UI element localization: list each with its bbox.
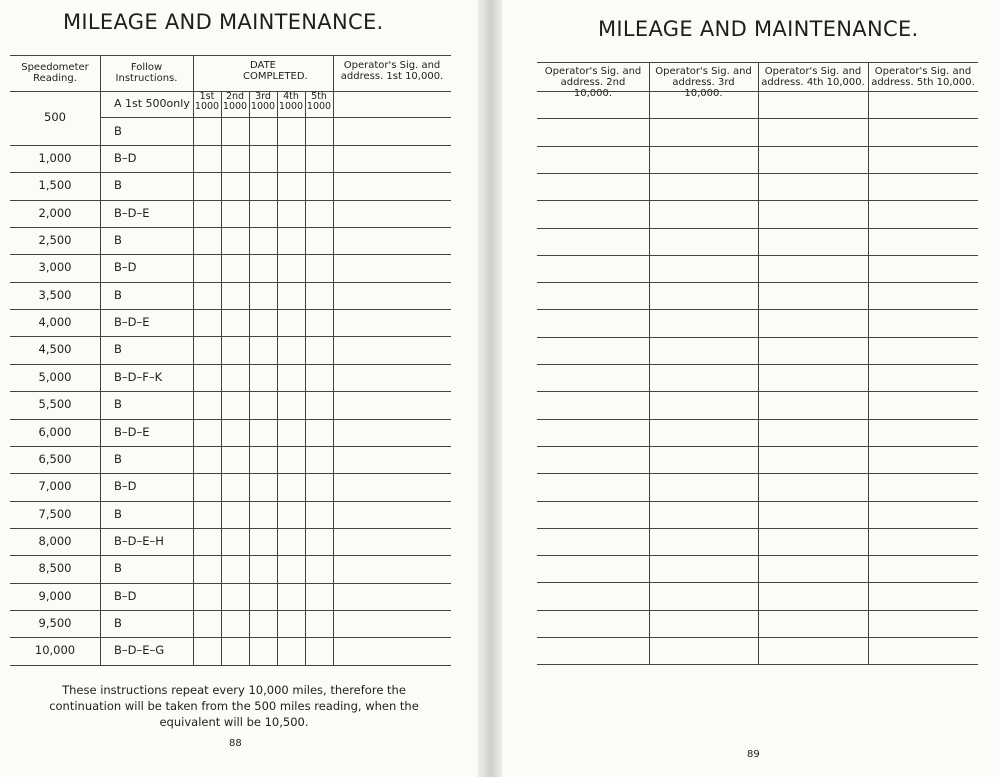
speedometer-reading: 10,000 [34, 643, 76, 658]
table-rule [10, 419, 451, 420]
table-rule [221, 91, 222, 665]
table-rule [10, 91, 451, 92]
page-title: MILEAGE AND MAINTENANCE. [63, 10, 384, 34]
table-rule [10, 309, 451, 310]
instruction-cell: B–D–E–G [114, 643, 165, 658]
instruction-cell: B [114, 615, 122, 630]
page-title: MILEAGE AND MAINTENANCE. [598, 17, 919, 41]
date-subheader: 1st 1000 [194, 91, 220, 112]
table-rule [10, 391, 451, 392]
instruction-cell: B–D–E [114, 315, 150, 330]
instruction-cell: B [114, 561, 122, 576]
table-rule [10, 145, 451, 146]
instruction-cell: B [114, 124, 122, 138]
instruction-cell: B–D–E [114, 424, 150, 439]
speedometer-reading: 1,000 [38, 151, 72, 165]
table-rule [10, 254, 451, 255]
footer-note: These instructions repeat every 10,000 miles, therefore the continuation will be taken from the 500 miles reading, when the equivalent will be 10,500. [49, 683, 419, 729]
instruction-cell: B [114, 506, 122, 521]
instruction-cell: B [114, 451, 122, 466]
speedometer-reading: 7,000 [38, 479, 72, 494]
left-page [0, 0, 478, 777]
table-rule [10, 583, 451, 584]
table-rule [649, 62, 650, 664]
speedometer-reading: 6,500 [38, 451, 72, 466]
table-rule [10, 172, 451, 173]
speedometer-reading: 8,000 [38, 533, 72, 548]
operator-header: Operator's Sig. and address. 1st 10,000. [340, 60, 444, 82]
instruction-cell: B [114, 397, 122, 412]
table-rule [333, 55, 334, 665]
operator-signature-header: Operator's Sig. and address. 4th 10,000. [761, 66, 865, 88]
table-rule [758, 62, 759, 664]
table-rule [10, 364, 451, 365]
date-subheader: 2nd 1000 [222, 91, 248, 112]
speedometer-reading: 3,500 [38, 287, 72, 302]
operator-signature-header: Operator's Sig. and address. 5th 10,000. [871, 66, 975, 88]
table-rule [10, 501, 451, 502]
instruction-cell: B–D [114, 260, 137, 275]
table-rule [537, 664, 978, 665]
table-rule [10, 227, 451, 228]
operator-signature-header: Operator's Sig. and address. 2nd 10,000. [544, 66, 642, 99]
instruction-cell: B [114, 233, 122, 248]
instruction-cell: B–D–E [114, 205, 150, 220]
speedometer-reading: 1,500 [38, 178, 72, 193]
table-rule [10, 282, 451, 283]
table-rule [193, 55, 194, 665]
table-rule [305, 91, 306, 665]
table-rule [10, 637, 451, 638]
table-rule [10, 200, 451, 201]
speedometer-reading: 2,000 [38, 205, 72, 220]
speedometer-reading: 6,000 [38, 424, 72, 439]
page-number: 88 [229, 738, 242, 749]
table-rule [10, 528, 451, 529]
speedometer-reading: 5,500 [38, 397, 72, 412]
instruction-cell: B–D–E–H [114, 533, 164, 548]
table-rule [10, 473, 451, 474]
instruction-cell: B [114, 178, 122, 193]
speedometer-reading: 9,000 [38, 588, 72, 603]
page-number: 89 [747, 749, 760, 760]
date-subheader: 3rd 1000 [250, 91, 276, 112]
speedometer-reading: 4,500 [38, 342, 72, 357]
operator-signature-header: Operator's Sig. and address. 3rd 10,000. [655, 66, 752, 99]
date-subheader: 5th 1000 [306, 91, 332, 112]
right-page [502, 0, 1000, 777]
table-rule [10, 610, 451, 611]
instruction-cell: B–D [114, 479, 137, 494]
instruction-cell: B–D [114, 588, 137, 603]
table-rule [100, 117, 451, 118]
table-rule [10, 446, 451, 447]
date-header: DATE COMPLETED. [243, 60, 308, 82]
table-rule [10, 336, 451, 337]
instruction-cell: B–D [114, 151, 137, 165]
instruction-cell: A 1st 500only [114, 97, 190, 110]
table-rule [277, 91, 278, 665]
speedometer-reading: 4,000 [38, 315, 72, 330]
table-rule [10, 555, 451, 556]
table-rule [249, 91, 250, 665]
instruction-cell: B [114, 287, 122, 302]
speedometer-reading: 7,500 [38, 506, 72, 521]
speedometer-header: Speedometer Reading. [21, 62, 89, 84]
instruction-cell: B–D–F–K [114, 369, 163, 384]
speedometer-reading: 9,500 [38, 615, 72, 630]
table-rule [868, 62, 869, 664]
speedometer-reading: 2,500 [38, 233, 72, 248]
speedometer-reading: 5,000 [38, 369, 72, 384]
table-rule [100, 55, 101, 665]
date-subheader: 4th 1000 [278, 91, 304, 112]
table-rule [10, 665, 451, 666]
speedometer-reading: 3,000 [38, 260, 72, 275]
follow-header: Follow Instructions. [115, 62, 178, 84]
speedometer-reading: 8,500 [38, 561, 72, 576]
speedometer-reading: 500 [44, 110, 66, 124]
table-rule [10, 55, 451, 56]
instruction-cell: B [114, 342, 122, 357]
